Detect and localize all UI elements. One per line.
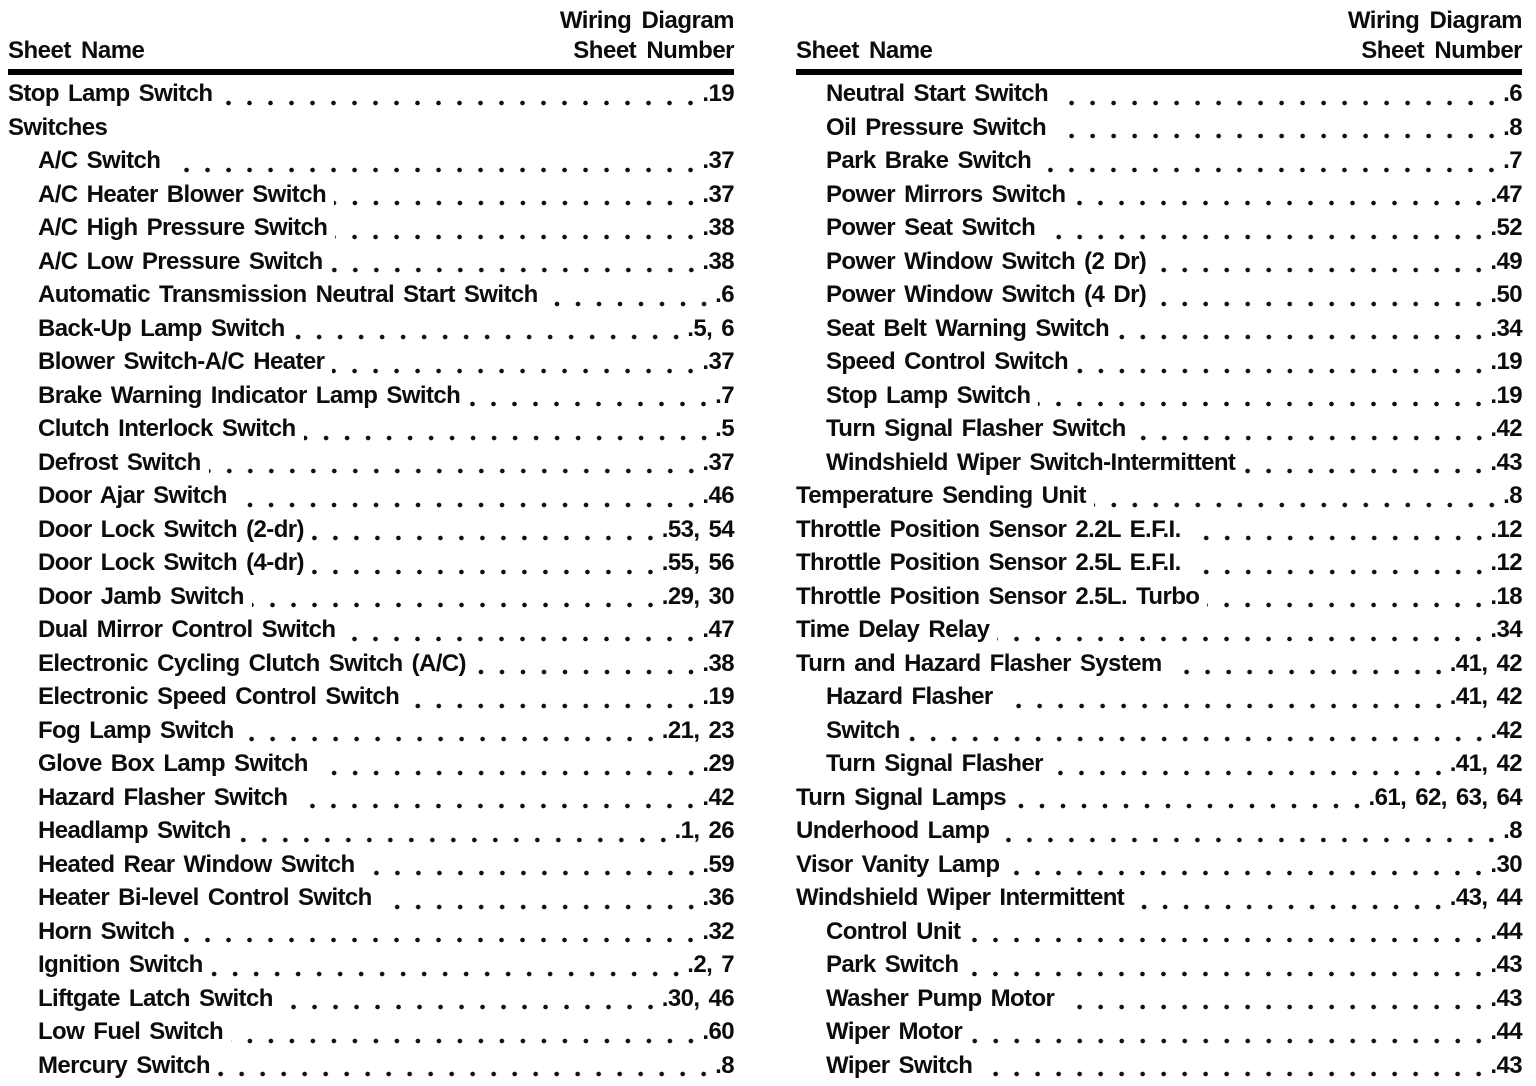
dot-leader (1062, 985, 1489, 1019)
entry-page-number: .46 (702, 482, 734, 509)
entry-label: Door Ajar Switch (38, 482, 227, 509)
entry-page-number: .59 (702, 850, 734, 878)
entry-label: Power Window Switch (4 Dr) (826, 281, 1147, 308)
entry-page-number: .47 (1490, 180, 1522, 208)
entry-label: A/C Switch (38, 147, 161, 174)
index-entry (8, 382, 734, 416)
index-entry (8, 750, 734, 784)
entry-page-number: .19 (702, 683, 734, 710)
index-entry (796, 985, 1522, 1019)
entry-label: Door Jamb Switch (38, 582, 244, 610)
dot-leader (546, 281, 715, 315)
entry-page-number: .53, 54 (661, 515, 734, 543)
dot-leader (980, 1052, 1489, 1086)
entry-label: Park Switch (826, 951, 959, 978)
entry-label: Switch (826, 716, 900, 744)
entry-page-number: .44 (1490, 1018, 1522, 1045)
entry-page-number: .42 (702, 783, 734, 811)
entry-label: Heated Rear Window Switch (38, 850, 355, 878)
entry-label: Hazard Flasher Switch (38, 783, 288, 811)
index-entry (796, 315, 1522, 349)
index-entry (796, 281, 1522, 315)
index-entry (8, 1018, 734, 1052)
entry-label: Power Window Switch (2 Dr) (826, 247, 1147, 275)
index-entry (796, 650, 1522, 684)
entry-label: A/C Heater Blower Switch (38, 180, 327, 208)
entry-label: Throttle Position Sensor 2.2L E.F.I. (796, 515, 1181, 543)
entry-label: Back-Up Lamp Switch (38, 314, 285, 342)
entry-label: Clutch Interlock Switch (38, 415, 296, 442)
entry-label: Turn Signal Lamps (796, 783, 1007, 811)
index-entry (8, 616, 734, 650)
entry-page-number: .49 (1490, 247, 1522, 275)
index-entry (8, 549, 734, 583)
dot-leader (1132, 884, 1449, 918)
index-entry (8, 482, 734, 516)
index-entry (796, 750, 1522, 784)
index-entry (796, 449, 1522, 483)
entry-label: Wiper Motor (826, 1018, 963, 1045)
entry-page-number: .52 (1490, 214, 1522, 241)
dot-leader (1134, 415, 1490, 449)
index-entry (796, 549, 1522, 583)
index-entry (8, 851, 734, 885)
entry-label: Fog Lamp Switch (38, 716, 234, 744)
entry-page-number: .43 (1490, 951, 1522, 978)
index-entry (796, 415, 1522, 449)
entry-page-number: .41, 42 (1449, 649, 1522, 677)
entry-page-number: .21, 23 (661, 716, 734, 744)
index-entry (796, 114, 1522, 148)
entry-page-number: .38 (702, 649, 734, 677)
dot-leader (1073, 181, 1489, 215)
entry-label: Blower Switch-A/C Heater (38, 348, 325, 375)
entry-page-number: .61, 62, 63, 64 (1368, 783, 1522, 811)
entry-label: Temperature Sending Unit (796, 482, 1086, 509)
entry-page-number: .37 (702, 180, 734, 208)
entry-page-number: .43 (1490, 448, 1522, 476)
entry-label: Stop Lamp Switch (826, 381, 1031, 409)
dot-leader (1001, 683, 1449, 717)
entry-label: Electronic Speed Control Switch (38, 683, 400, 710)
index-entry (8, 650, 734, 684)
entry-label: Neutral Start Switch (826, 80, 1049, 107)
index-entry (8, 516, 734, 550)
entry-page-number: .44 (1490, 917, 1522, 945)
dot-leader (1039, 147, 1502, 181)
entry-label: Speed Control Switch (826, 348, 1069, 375)
entry-page-number: .50 (1490, 281, 1522, 308)
entry-page-number: .8 (1503, 482, 1522, 509)
dot-leader (1243, 449, 1489, 483)
entry-label: Ignition Switch (38, 951, 203, 978)
entry-label: Dual Mirror Control Switch (38, 616, 336, 643)
wiring-diagram-index-page (8, 6, 1522, 1085)
dot-leader (239, 817, 674, 851)
dot-leader (1094, 482, 1502, 516)
index-entry (8, 281, 734, 315)
dot-leader (182, 918, 701, 952)
entry-page-number: .8 (715, 1051, 734, 1079)
index-entry (8, 717, 734, 751)
dot-leader (312, 549, 661, 583)
entry-label: Park Brake Switch (826, 147, 1032, 174)
dot-leader (231, 1018, 701, 1052)
entry-label: Washer Pump Motor (826, 984, 1055, 1012)
dot-leader (335, 214, 701, 248)
header-eyebrow: Wiring Diagram (559, 7, 734, 34)
entry-label: Turn and Hazard Flasher System (796, 649, 1162, 677)
index-entry (796, 784, 1522, 818)
entry-page-number: .29 (702, 750, 734, 777)
index-entry (8, 114, 734, 148)
entry-page-number: .7 (715, 381, 734, 409)
entry-label: Time Delay Relay (796, 616, 990, 643)
entry-page-number: .19 (1490, 381, 1522, 409)
entry-label: Windshield Wiper Intermittent (796, 884, 1125, 911)
dot-leader (242, 717, 661, 751)
dot-leader (363, 851, 702, 885)
entry-page-number: .43 (1490, 984, 1522, 1012)
dot-leader (218, 1052, 714, 1086)
entry-page-number: .12 (1490, 515, 1522, 543)
index-entry (796, 516, 1522, 550)
index-entry (8, 248, 734, 282)
entry-label: Windshield Wiper Switch-Intermittent (826, 448, 1236, 476)
entry-label: Low Fuel Switch (38, 1018, 224, 1045)
entry-label: Switches (8, 113, 108, 141)
index-entry (8, 449, 734, 483)
entry-page-number: .38 (702, 247, 734, 275)
index-entry (8, 951, 734, 985)
dot-leader (380, 884, 702, 918)
entry-page-number: .37 (702, 448, 734, 476)
dot-leader (332, 348, 701, 382)
sheet-name-label: Sheet Name (796, 37, 933, 64)
dot-leader (1014, 784, 1367, 818)
dot-leader (312, 516, 661, 550)
entry-label: A/C High Pressure Switch (38, 214, 328, 241)
entry-label: Power Mirrors Switch (826, 180, 1066, 208)
dot-leader (1007, 851, 1489, 885)
entry-page-number: .42 (1490, 415, 1522, 442)
index-entry (796, 1018, 1522, 1052)
dot-leader (1056, 80, 1502, 114)
dot-leader (304, 415, 715, 449)
dot-leader (908, 717, 1490, 751)
index-entry (796, 181, 1522, 215)
entry-label: Defrost Switch (38, 448, 201, 476)
entry-label: Underhood Lamp (796, 817, 990, 844)
index-entry (796, 382, 1522, 416)
index-entry (796, 951, 1522, 985)
index-entry (8, 784, 734, 818)
dot-leader (220, 80, 701, 114)
index-entry (8, 315, 734, 349)
entry-page-number: .41, 42 (1449, 683, 1522, 710)
index-entry (8, 348, 734, 382)
dot-leader (1154, 281, 1489, 315)
header-eyebrow: Wiring Diagram (1347, 7, 1522, 34)
index-entry (796, 80, 1522, 114)
entry-list (8, 77, 734, 1085)
entry-label: Turn Signal Flasher Switch (826, 415, 1126, 442)
index-entry (796, 851, 1522, 885)
dot-leader (168, 147, 701, 181)
entry-label: Glove Box Lamp Switch (38, 750, 308, 777)
entry-page-number: .2, 7 (687, 951, 734, 978)
entry-page-number: .32 (702, 917, 734, 945)
index-entry (8, 817, 734, 851)
entry-page-number: .43, 44 (1449, 884, 1522, 911)
entry-page-number: .38 (702, 214, 734, 241)
dot-leader (1154, 248, 1489, 282)
index-entry (796, 1052, 1522, 1086)
dot-leader (316, 750, 702, 784)
dot-leader (407, 683, 701, 717)
index-entry (8, 147, 734, 181)
index-entry (796, 147, 1522, 181)
entry-page-number: .12 (1490, 549, 1522, 576)
dot-leader (970, 1018, 1489, 1052)
entry-page-number: .30, 46 (661, 984, 734, 1012)
entry-label: Heater Bi-level Control Switch (38, 884, 372, 911)
dot-leader (1051, 750, 1449, 784)
entry-label: Headlamp Switch (38, 817, 231, 844)
dot-leader (331, 248, 702, 282)
dot-leader (474, 650, 702, 684)
dot-leader (209, 449, 702, 483)
entry-page-number: .41, 42 (1449, 750, 1522, 777)
dot-leader (966, 951, 1489, 985)
entry-page-number: .34 (1490, 616, 1522, 643)
dot-leader (1117, 315, 1489, 349)
index-entry (796, 817, 1522, 851)
entry-page-number: .47 (702, 616, 734, 643)
dot-leader (1043, 214, 1489, 248)
index-column-right (796, 6, 1522, 1085)
entry-page-number: .55, 56 (661, 549, 734, 576)
entry-page-number: .37 (702, 348, 734, 375)
entry-label: Turn Signal Flasher (826, 750, 1043, 777)
entry-label: Horn Switch (38, 917, 175, 945)
entry-label: Brake Warning Indicator Lamp Switch (38, 381, 461, 409)
dot-leader (1054, 114, 1502, 148)
index-entry (8, 415, 734, 449)
entry-label: Control Unit (826, 917, 961, 945)
entry-page-number: .1, 26 (674, 817, 734, 844)
dot-leader (235, 482, 702, 516)
entry-label: Seat Belt Warning Switch (826, 314, 1110, 342)
entry-label: Throttle Position Sensor 2.5L E.F.I. (796, 549, 1181, 576)
sheet-name-label: Sheet Name (8, 37, 145, 64)
entry-label: A/C Low Pressure Switch (38, 247, 323, 275)
entry-label: Automatic Transmission Neutral Start Switch (38, 281, 538, 308)
sheet-number-label: Sheet Number (573, 37, 734, 64)
entry-page-number: .8 (1503, 817, 1522, 844)
entry-page-number: .8 (1503, 113, 1522, 141)
index-entry (8, 181, 734, 215)
dot-leader (293, 315, 687, 349)
index-entry (8, 80, 734, 114)
index-entry (796, 583, 1522, 617)
entry-page-number: .42 (1490, 716, 1522, 744)
entry-page-number: .19 (1490, 348, 1522, 375)
column-header (796, 6, 1522, 75)
dot-leader (997, 616, 1489, 650)
index-entry (8, 583, 734, 617)
index-entry (796, 683, 1522, 717)
index-entry (796, 248, 1522, 282)
entry-page-number: .30 (1490, 850, 1522, 878)
column-header (8, 6, 734, 75)
dot-leader (211, 951, 687, 985)
index-entry (796, 482, 1522, 516)
dot-leader (252, 583, 661, 617)
entry-page-number: .34 (1490, 314, 1522, 342)
entry-label: Throttle Position Sensor 2.5L. Turbo (796, 582, 1200, 610)
index-entry (8, 884, 734, 918)
entry-label: Hazard Flasher (826, 683, 993, 710)
index-entry (8, 918, 734, 952)
dot-leader (1076, 348, 1489, 382)
dot-leader (997, 817, 1502, 851)
entry-page-number: .5, 6 (687, 314, 734, 342)
entry-page-number: .19 (702, 80, 734, 107)
index-entry (796, 884, 1522, 918)
entry-page-number: .18 (1490, 582, 1522, 610)
index-entry (8, 985, 734, 1019)
entry-label: Door Lock Switch (4-dr) (38, 549, 304, 576)
index-entry (796, 717, 1522, 751)
entry-label: Visor Vanity Lamp (796, 850, 1000, 878)
dot-leader (1189, 516, 1490, 550)
entry-page-number: .6 (1503, 80, 1522, 107)
index-entry (8, 683, 734, 717)
entry-list (796, 77, 1522, 1085)
index-entry (796, 348, 1522, 382)
entry-label: Oil Pressure Switch (826, 113, 1047, 141)
entry-label: Door Lock Switch (2-dr) (38, 515, 304, 543)
dot-leader (295, 784, 701, 818)
dot-leader (1207, 583, 1489, 617)
entry-page-number: .43 (1490, 1051, 1522, 1079)
entry-page-number: .7 (1503, 147, 1522, 174)
dot-leader (281, 985, 661, 1019)
dot-leader (468, 382, 714, 416)
dot-leader (334, 181, 701, 215)
dot-leader (1189, 549, 1490, 583)
dot-leader (343, 616, 701, 650)
entry-label: Electronic Cycling Clutch Switch (A/C) (38, 649, 466, 677)
entry-label: Mercury Switch (38, 1051, 210, 1079)
entry-page-number: .60 (702, 1018, 734, 1045)
header-row (8, 36, 734, 75)
header-row (796, 36, 1522, 75)
index-column-left (8, 6, 734, 1085)
entry-page-number: .6 (715, 281, 734, 308)
dot-leader (968, 918, 1489, 952)
index-entry (8, 214, 734, 248)
sheet-number-label: Sheet Number (1361, 37, 1522, 64)
entry-page-number: .37 (702, 147, 734, 174)
entry-label: Liftgate Latch Switch (38, 984, 273, 1012)
dot-leader (1038, 382, 1489, 416)
index-entry (796, 918, 1522, 952)
index-entry (8, 1052, 734, 1086)
entry-page-number: .5 (715, 415, 734, 442)
entry-label: Power Seat Switch (826, 214, 1036, 241)
entry-page-number: .36 (702, 884, 734, 911)
index-entry (796, 616, 1522, 650)
entry-page-number: .29, 30 (661, 582, 734, 610)
index-entry (796, 214, 1522, 248)
entry-label: Stop Lamp Switch (8, 80, 213, 107)
dot-leader (1170, 650, 1449, 684)
entry-label: Wiper Switch (826, 1051, 973, 1079)
